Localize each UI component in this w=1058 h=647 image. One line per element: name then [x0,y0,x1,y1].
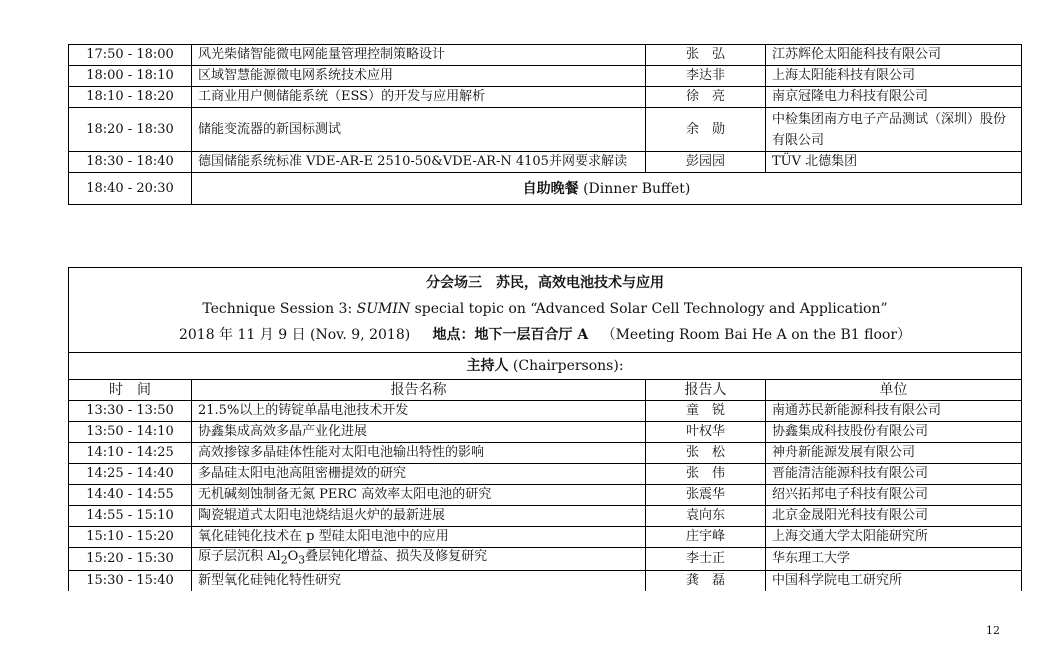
table-row [69,108,1022,152]
speaker-cell: 张 松 [646,443,766,464]
session-date: 2018 年 11 月 9 日 (Nov. 9, 2018) [178,327,411,343]
session-location-en: （Meeting Room Bai He A on the B1 floor） [601,327,912,343]
title-cell: 风光柴储智能微电网能量管理控制策略设计 [192,45,646,66]
time-cell: 15:10 - 15:20 [69,527,192,548]
column-header-row [69,380,1022,401]
speaker-cell: 彭园园 [646,152,766,173]
speaker-cell: 童 锐 [646,401,766,422]
table-row [69,464,1022,485]
org-cell: 中检集团南方电子产品测试（深圳）股份有限公司 [766,108,1022,152]
speaker-cell: 徐 亮 [646,87,766,108]
dinner-label-cell [192,173,1022,205]
table-row [69,548,1022,571]
table-row [69,66,1022,87]
table-row [69,527,1022,548]
chairs-row [69,353,1022,380]
dinner-time-cell: 18:40 - 20:30 [69,173,192,205]
dinner-label-en: (Dinner Buffet) [583,180,691,197]
header-time: 时 间 [69,380,192,401]
speaker-cell: 叶权华 [646,422,766,443]
time-cell: 15:20 - 15:30 [69,548,192,571]
title-cell: 21.5%以上的铸锭单晶电池技术开发 [192,401,646,422]
table-row [69,422,1022,443]
title-cell: 氧化硅钝化技术在 p 型硅太阳电池中的应用 [192,527,646,548]
table-row [69,87,1022,108]
org-cell: 神舟新能源发展有限公司 [766,443,1022,464]
time-cell: 13:30 - 13:50 [69,401,192,422]
speaker-cell: 张 弘 [646,45,766,66]
org-cell: 南京冠隆电力科技有限公司 [766,87,1022,108]
session-header-row [69,268,1022,353]
title-part: O [287,549,299,564]
chairs-label: 主持人 [466,358,509,374]
speaker-cell: 张震华 [646,485,766,506]
time-cell: 18:00 - 18:10 [69,66,192,87]
speaker-cell: 李士正 [646,548,766,571]
chairs-cell [69,353,1022,380]
title-cell: 德国储能系统标准 VDE-AR-E 2510-50&VDE-AR-N 4105并网要求解读 [192,152,646,173]
title-part: 叠层钝化增益、损失及修复研究 [305,549,488,564]
speaker-cell: 龚 磊 [646,570,766,591]
table-row [69,485,1022,506]
title-cell: 无机碱刻蚀制备无氮 PERC 高效率太阳电池的研究 [192,485,646,506]
title-cell: 工商业用户侧储能系统（ESS）的开发与应用解析 [192,87,646,108]
title-cell: 区域智慧能源微电网系统技术应用 [192,66,646,87]
org-cell: 晋能清洁能源科技有限公司 [766,464,1022,485]
org-cell: 协鑫集成科技股份有限公司 [766,422,1022,443]
title-cell: 高效掺镓多晶硅体性能对太阳电池输出特性的影响 [192,443,646,464]
dinner-label-cn: 自助晚餐 [522,180,579,197]
chairs-label-en: (Chairpersons): [512,358,624,374]
title-subscript: 3 [298,553,306,567]
time-cell: 15:30 - 15:40 [69,570,192,591]
org-cell: 上海太阳能科技有限公司 [766,66,1022,87]
org-cell: TÜV 北德集团 [766,152,1022,173]
session3-table [68,267,1022,591]
speaker-cell: 袁向东 [646,506,766,527]
time-cell: 14:40 - 14:55 [69,485,192,506]
table-row [69,152,1022,173]
session-title-en [75,296,1015,322]
header-speaker: 报告人 [646,380,766,401]
time-cell: 14:55 - 15:10 [69,506,192,527]
speaker-cell: 张 伟 [646,464,766,485]
org-cell: 北京金晟阳光科技有限公司 [766,506,1022,527]
org-cell: 中国科学院电工研究所 [766,570,1022,591]
session-header-cell [69,268,1022,353]
title-cell: 储能变流器的新国标测试 [192,108,646,152]
speaker-cell: 余 勋 [646,108,766,152]
table-row [69,401,1022,422]
title-subscript: 2 [280,553,288,567]
header-org: 单位 [766,380,1022,401]
session-title-en-sponsor: SUMIN [356,301,411,317]
time-cell: 13:50 - 14:10 [69,422,192,443]
session-title-en-suffix: special topic on “Advanced Solar Cell Technology and Application” [410,301,888,317]
session-title-en-prefix: Technique Session 3: [202,301,357,317]
title-cell: 陶瓷辊道式太阳电池烧结退火炉的最新进展 [192,506,646,527]
session-title-cn: 分会场三 苏民，高效电池技术与应用 [426,275,664,291]
session-location: 地点：地下一层百合厅 A [432,327,589,343]
title-cell [192,548,646,571]
time-cell: 18:20 - 18:30 [69,108,192,152]
speaker-cell: 庄宇峰 [646,527,766,548]
time-cell: 14:10 - 14:25 [69,443,192,464]
title-part: 原子层沉积 Al [198,549,281,564]
table-row [69,443,1022,464]
org-cell: 江苏辉伦太阳能科技有限公司 [766,45,1022,66]
title-cell: 协鑫集成高效多晶产业化进展 [192,422,646,443]
title-cell: 多晶硅太阳电池高阻密栅提效的研究 [192,464,646,485]
org-cell: 华东理工大学 [766,548,1022,571]
org-cell: 绍兴拓邦电子科技有限公司 [766,485,1022,506]
speaker-cell: 李达非 [646,66,766,87]
org-cell: 南通苏民新能源科技有限公司 [766,401,1022,422]
session-date-location [75,322,1015,348]
time-cell: 14:25 - 14:40 [69,464,192,485]
table-row [69,45,1022,66]
dinner-row [69,173,1022,205]
session-prev-table [68,44,1022,205]
table-row [69,506,1022,527]
page-number: 12 [986,624,1000,637]
header-title: 报告名称 [192,380,646,401]
title-cell: 新型氧化硅钝化特性研究 [192,570,646,591]
time-cell: 18:30 - 18:40 [69,152,192,173]
table-row [69,570,1022,591]
time-cell: 18:10 - 18:20 [69,87,192,108]
org-cell: 上海交通大学太阳能研究所 [766,527,1022,548]
time-cell: 17:50 - 18:00 [69,45,192,66]
